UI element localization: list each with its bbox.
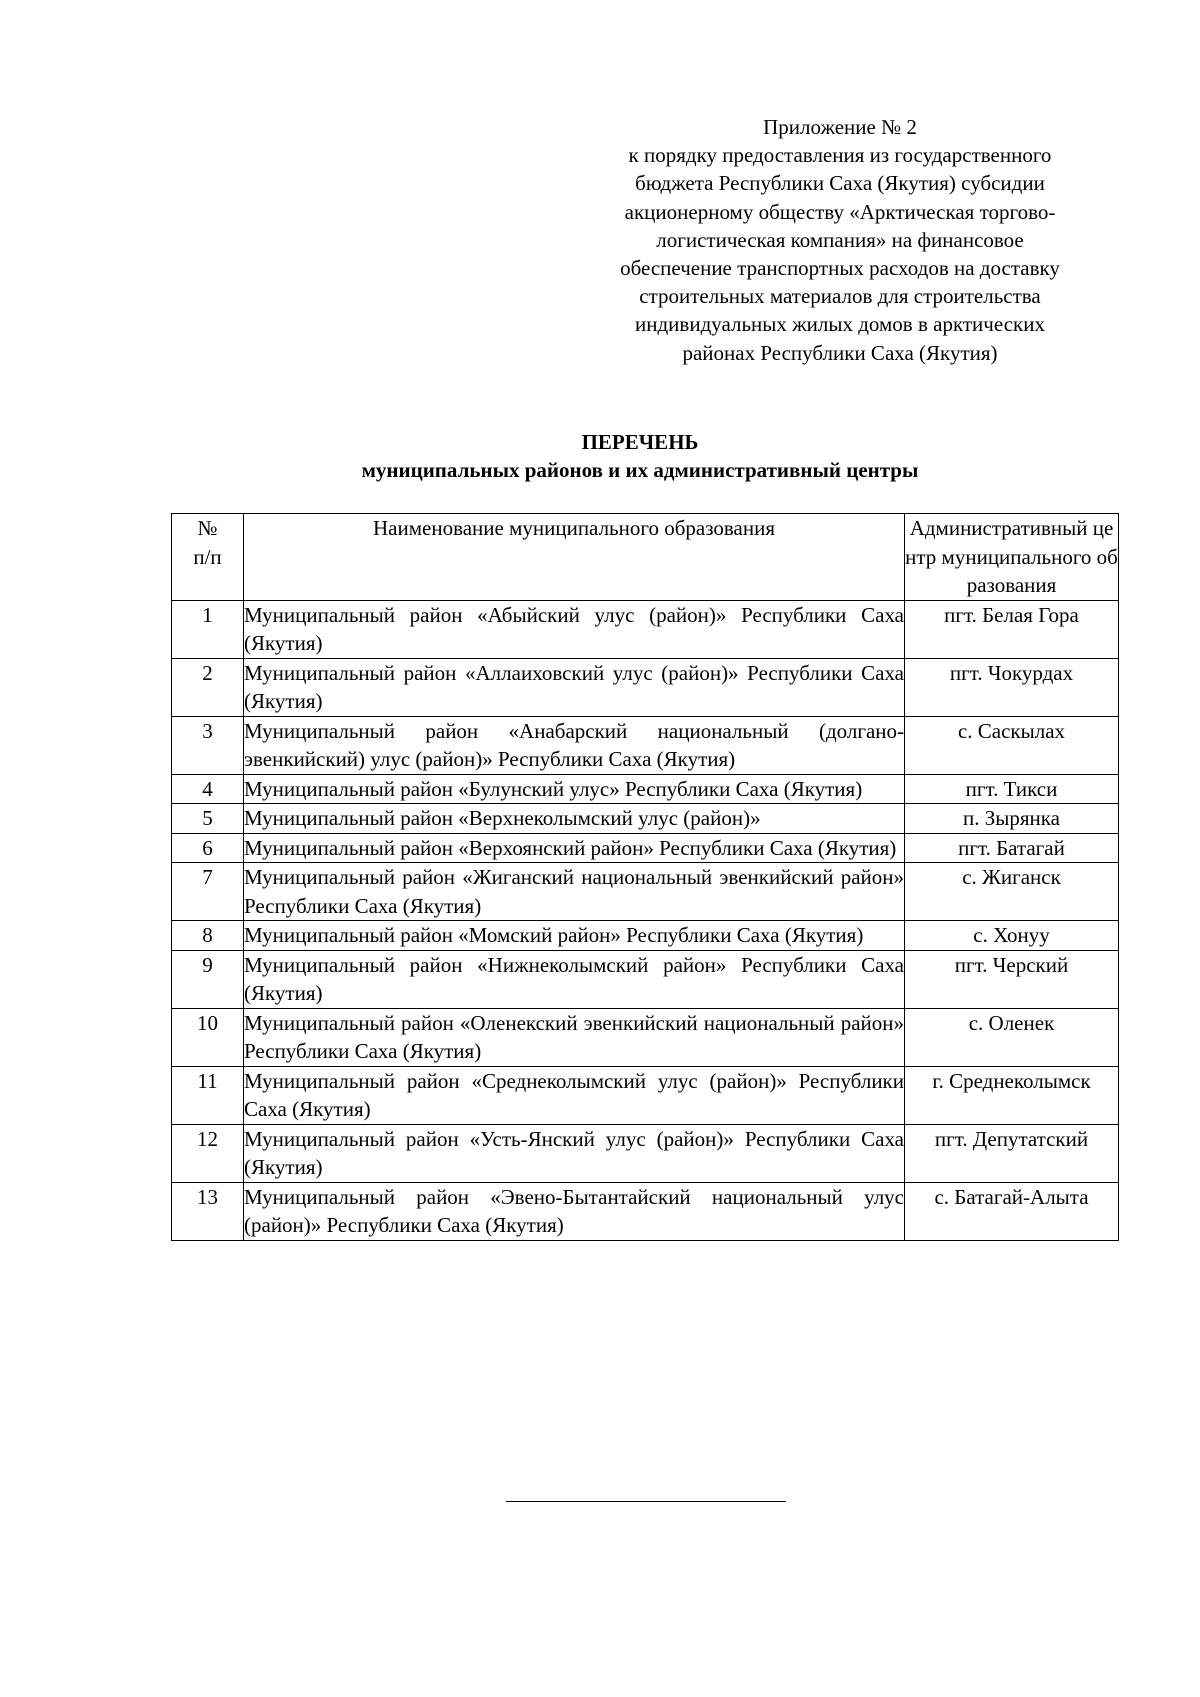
row-number: 7 xyxy=(172,863,244,921)
row-number: 6 xyxy=(172,833,244,863)
row-municipality-name: Муниципальный район «Анабарский национальный (долгано-эвенкийский) улус (район)» Республики Саха (Якутия) xyxy=(244,716,905,774)
table-row xyxy=(172,600,1119,658)
appendix-header xyxy=(600,113,1080,367)
row-admin-center: г. Среднеколымск xyxy=(905,1066,1119,1124)
appendix-line: к порядку предоставления из государственного xyxy=(628,143,1052,168)
row-admin-center: с. Хонуу xyxy=(905,921,1119,951)
row-municipality-name: Муниципальный район «Аллаиховский улус (район)» Республики Саха (Якутия) xyxy=(244,658,905,716)
row-number: 1 xyxy=(172,600,244,658)
title-heading: ПЕРЕЧЕНЬ xyxy=(581,430,699,454)
document-title xyxy=(0,428,1200,484)
row-admin-center: с. Саскылах xyxy=(905,716,1119,774)
appendix-line: строительных материалов для строительства xyxy=(639,284,1041,309)
appendix-line: обеспечение транспортных расходов на доставку xyxy=(620,256,1060,281)
row-number: 5 xyxy=(172,804,244,834)
row-number: 12 xyxy=(172,1124,244,1182)
row-admin-center: с. Жиганск xyxy=(905,863,1119,921)
row-municipality-name: Муниципальный район «Момский район» Республики Саха (Якутия) xyxy=(244,921,905,951)
row-number: 10 xyxy=(172,1008,244,1066)
title-subheading: муниципальных районов и их административный центры xyxy=(361,458,919,482)
row-number: 4 xyxy=(172,774,244,804)
appendix-line: индивидуальных жилых домов в арктических xyxy=(635,312,1045,337)
municipal-districts-table xyxy=(171,513,1119,1241)
appendix-line: акционерному обществу «Арктическая торгово- xyxy=(624,199,1056,224)
table-row xyxy=(172,1124,1119,1182)
row-number: 8 xyxy=(172,921,244,951)
table-row xyxy=(172,921,1119,951)
row-admin-center: пгт. Чокурдах xyxy=(905,658,1119,716)
row-municipality-name: Муниципальный район «Жиганский национальный эвенкийский район» Республики Саха (Якутия) xyxy=(244,863,905,921)
row-admin-center: пгт. Белая Гора xyxy=(905,600,1119,658)
table-row xyxy=(172,1182,1119,1240)
row-number: 2 xyxy=(172,658,244,716)
appendix-line: Приложение № 2 xyxy=(763,115,917,139)
row-municipality-name: Муниципальный район «Усть-Янский улус (район)» Республики Саха (Якутия) xyxy=(244,1124,905,1182)
table-row xyxy=(172,658,1119,716)
row-municipality-name: Муниципальный район «Верхоянский район» Республики Саха (Якутия) xyxy=(244,833,905,863)
row-municipality-name: Муниципальный район «Среднеколымский улус (район)» Республики Саха (Якутия) xyxy=(244,1066,905,1124)
table-row xyxy=(172,833,1119,863)
end-divider xyxy=(506,1501,786,1502)
row-admin-center: с. Батагай-Алыта xyxy=(905,1182,1119,1240)
table-row xyxy=(172,804,1119,834)
row-admin-center: с. Оленек xyxy=(905,1008,1119,1066)
row-number: 13 xyxy=(172,1182,244,1240)
row-municipality-name: Муниципальный район «Верхнеколымский улус (район)» xyxy=(244,804,905,834)
row-municipality-name: Муниципальный район «Булунский улус» Республики Саха (Якутия) xyxy=(244,774,905,804)
table-row xyxy=(172,863,1119,921)
header-name: Наименование муниципального образования xyxy=(244,514,905,601)
header-admin-center: Административный центр муниципального образования xyxy=(905,514,1119,601)
row-municipality-name: Муниципальный район «Абыйский улус (район)» Республики Саха (Якутия) xyxy=(244,600,905,658)
row-admin-center: пгт. Тикси xyxy=(905,774,1119,804)
table-header-row xyxy=(172,514,1119,601)
table-row xyxy=(172,1008,1119,1066)
table-row xyxy=(172,1066,1119,1124)
table-row xyxy=(172,950,1119,1008)
row-number: 3 xyxy=(172,716,244,774)
row-number: 11 xyxy=(172,1066,244,1124)
appendix-line: бюджета Республики Саха (Якутия) субсидии xyxy=(635,171,1045,196)
row-municipality-name: Муниципальный район «Эвено-Бытантайский национальный улус (район)» Республики Саха (Якутия) xyxy=(244,1182,905,1240)
row-municipality-name: Муниципальный район «Оленекский эвенкийский национальный район» Республики Саха (Якутия) xyxy=(244,1008,905,1066)
appendix-line: логистическая компания» на финансовое xyxy=(656,227,1024,252)
appendix-line: районах Республики Саха (Якутия) xyxy=(682,340,998,365)
row-municipality-name: Муниципальный район «Нижнеколымский район» Республики Саха (Якутия) xyxy=(244,950,905,1008)
header-number: № п/п xyxy=(172,514,244,601)
row-admin-center: п. Зырянка xyxy=(905,804,1119,834)
row-admin-center: пгт. Депутатский xyxy=(905,1124,1119,1182)
table-row xyxy=(172,774,1119,804)
table-row xyxy=(172,716,1119,774)
row-admin-center: пгт. Черский xyxy=(905,950,1119,1008)
row-admin-center: пгт. Батагай xyxy=(905,833,1119,863)
row-number: 9 xyxy=(172,950,244,1008)
